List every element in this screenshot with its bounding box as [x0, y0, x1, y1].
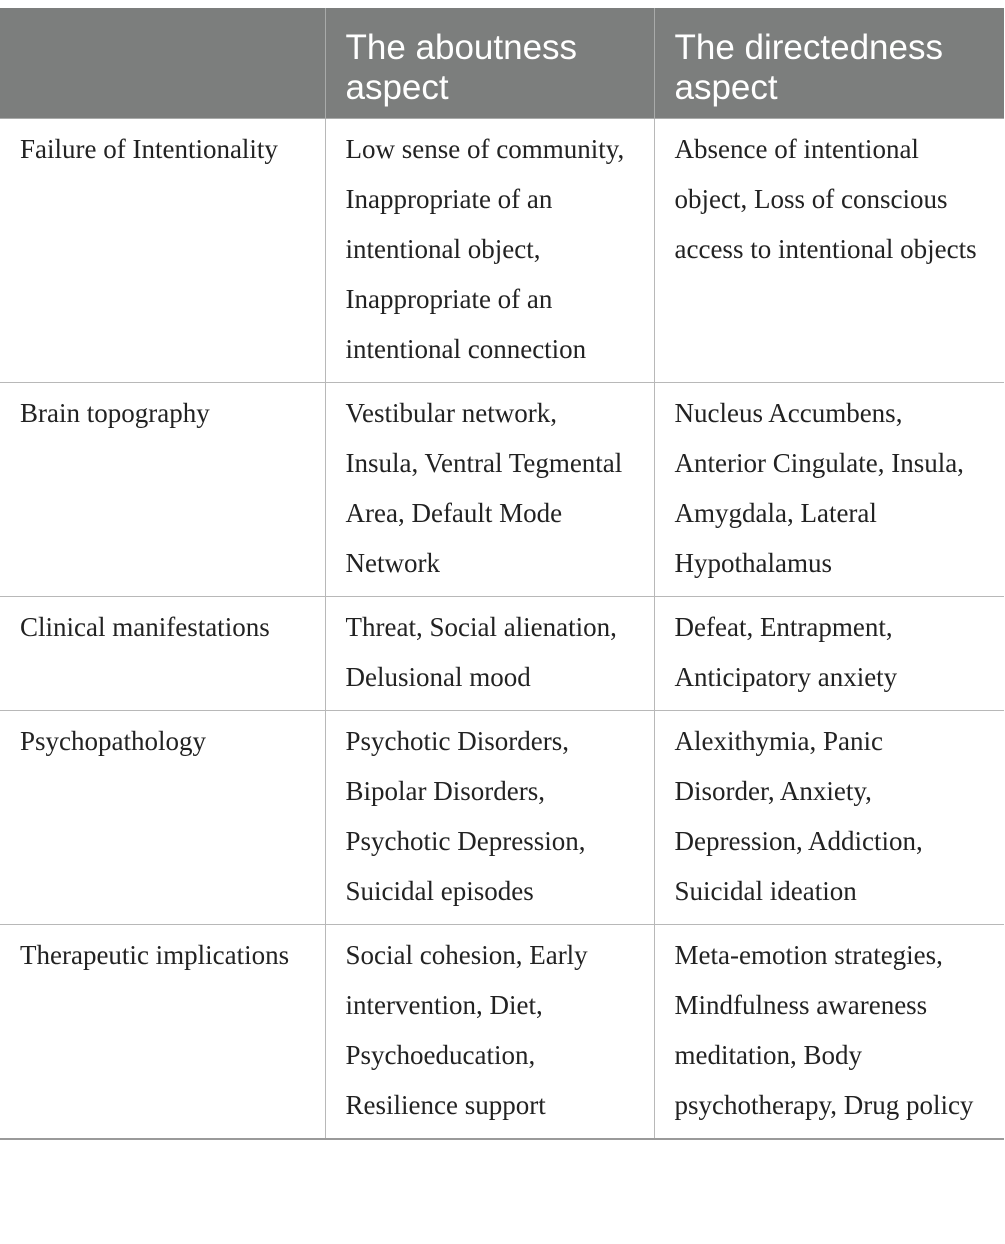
- table-header: [0, 8, 1004, 119]
- row-label: Clinical manifestations: [0, 597, 325, 711]
- row-label: Brain topography: [0, 383, 325, 597]
- table-row: [0, 383, 1004, 597]
- table-row: [0, 925, 1004, 1140]
- row-label: Therapeutic implications: [0, 925, 325, 1140]
- header-cell-aboutness: The aboutness aspect: [325, 8, 654, 119]
- directedness-cell: Alexithymia, Panic Disorder, Anxiety, Depression, Addiction, Suicidal ideation: [654, 711, 1004, 925]
- aboutness-cell: Psychotic Disorders, Bipolar Disorders, Psychotic Depression, Suicidal episodes: [325, 711, 654, 925]
- directedness-cell: Meta-emotion strategies, Mindfulness awareness meditation, Body psychotherapy, Drug policy: [654, 925, 1004, 1140]
- row-label: Failure of Intentionality: [0, 119, 325, 383]
- comparison-table: [0, 8, 1004, 1140]
- table-body: [0, 119, 1004, 1140]
- aboutness-cell: Social cohesion, Early intervention, Diet, Psychoeducation, Resilience support: [325, 925, 654, 1140]
- directedness-cell: Absence of intentional object, Loss of conscious access to intentional objects: [654, 119, 1004, 383]
- header-cell-directedness: The directedness aspect: [654, 8, 1004, 119]
- aboutness-cell: Low sense of community, Inappropriate of an intentional object, Inappropriate of an intentional connection: [325, 119, 654, 383]
- directedness-cell: Defeat, Entrapment, Anticipatory anxiety: [654, 597, 1004, 711]
- table-row: [0, 119, 1004, 383]
- row-label: Psychopathology: [0, 711, 325, 925]
- directedness-cell: Nucleus Accumbens, Anterior Cingulate, Insula, Amygdala, Lateral Hypothalamus: [654, 383, 1004, 597]
- header-row: [0, 8, 1004, 119]
- header-cell-empty: [0, 8, 325, 119]
- table-row: [0, 711, 1004, 925]
- table-row: [0, 597, 1004, 711]
- aboutness-cell: Vestibular network, Insula, Ventral Tegmental Area, Default Mode Network: [325, 383, 654, 597]
- aboutness-cell: Threat, Social alienation, Delusional mood: [325, 597, 654, 711]
